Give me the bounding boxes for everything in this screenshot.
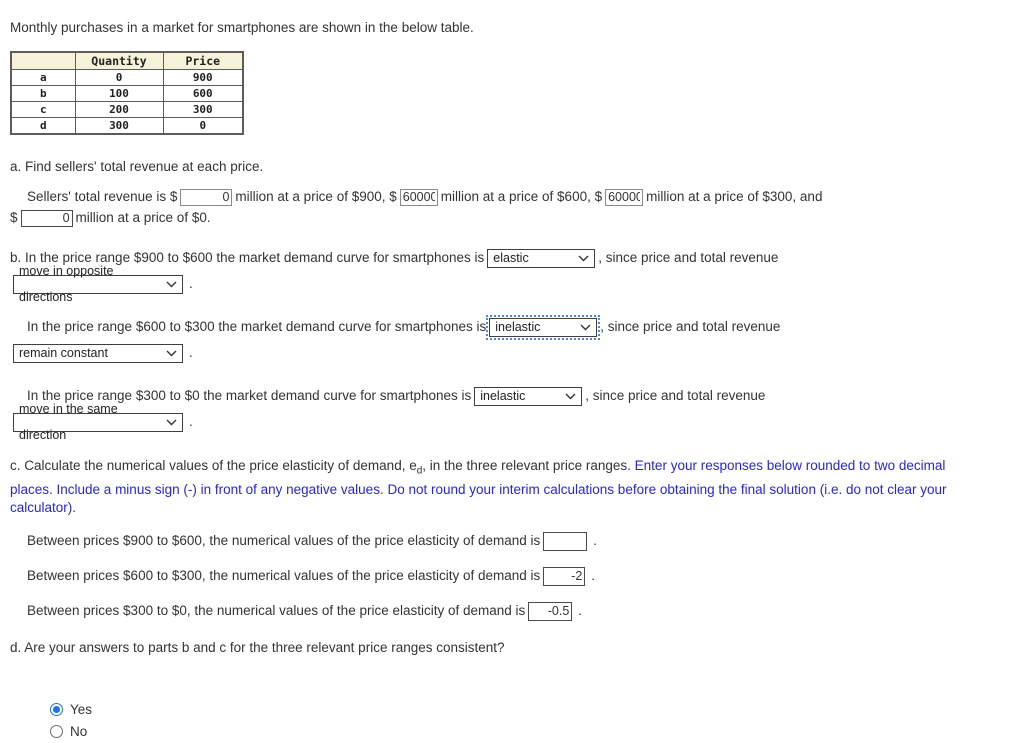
elasticity-line-900-600 bbox=[10, 530, 1014, 552]
chevron-down-icon bbox=[166, 281, 177, 288]
intro-text: Monthly purchases in a market for smartphones are shown in the below table. bbox=[10, 20, 474, 35]
direction-select-300-0[interactable] bbox=[13, 402, 183, 443]
part-a-text: million at a price of $600, $ bbox=[440, 189, 603, 204]
chevron-down-icon bbox=[166, 350, 177, 357]
elasticity-line-text: Between prices $600 to $300, the numerical values of the price elasticity of demand is bbox=[27, 567, 541, 583]
part-a-answer-paragraph bbox=[10, 186, 1000, 228]
part-b-period: . bbox=[189, 276, 193, 291]
elasticity-line-text: Between prices $900 to $600, the numerical values of the price elasticity of demand is bbox=[27, 532, 541, 548]
ed-subscript: d bbox=[416, 465, 423, 477]
elasticity-input-900-600[interactable] bbox=[543, 532, 587, 551]
quantity-cell: 0 bbox=[75, 70, 163, 86]
elasticity-line-text: Between prices $300 to $0, the numerical values of the price elasticity of demand is bbox=[27, 602, 526, 618]
elasticity-select-300-0[interactable] bbox=[474, 387, 582, 406]
radio-yes[interactable] bbox=[50, 703, 63, 716]
select-value: move in the same direction bbox=[19, 402, 118, 443]
quantity-cell: 300 bbox=[75, 118, 163, 135]
part-a-text: Sellers' total revenue is $ bbox=[27, 189, 178, 204]
part-b-text: In the price range $300 to $0 the market demand curve for smartphones is bbox=[27, 388, 472, 403]
price-cell: 900 bbox=[163, 70, 243, 86]
row-label: c bbox=[11, 102, 75, 118]
revenue-input-900[interactable] bbox=[180, 189, 232, 206]
part-b-range-600-300 bbox=[10, 314, 1000, 366]
select-value: remain constant bbox=[19, 346, 108, 361]
elasticity-select-900-600[interactable] bbox=[487, 249, 595, 268]
part-a-heading: a. Find sellers' total revenue at each price. bbox=[10, 159, 264, 174]
part-d-heading: d. Are your answers to parts b and c for the three relevant price ranges consistent? bbox=[10, 639, 505, 655]
select-value: inelastic bbox=[495, 320, 541, 335]
part-a-text: million at a price of $0. bbox=[75, 210, 211, 225]
table-header-row bbox=[11, 52, 243, 70]
part-a-text: million at a price of $300, and bbox=[646, 189, 823, 204]
radio-no[interactable] bbox=[50, 725, 63, 738]
table-row bbox=[11, 86, 243, 102]
chevron-down-icon bbox=[580, 324, 591, 331]
radio-option-yes[interactable] bbox=[50, 699, 1014, 721]
demand-schedule-table bbox=[10, 51, 244, 135]
table-header-price: Price bbox=[163, 52, 243, 70]
direction-select-900-600[interactable] bbox=[13, 264, 183, 305]
table-header-blank bbox=[11, 52, 75, 70]
part-b-range-900-600 bbox=[10, 245, 1000, 305]
select-value: move in opposite directions bbox=[19, 264, 114, 305]
select-value: inelastic bbox=[480, 389, 526, 404]
radio-selected-dot bbox=[53, 706, 60, 713]
elasticity-line-600-300 bbox=[10, 565, 1014, 587]
price-cell: 600 bbox=[163, 86, 243, 102]
line-period: . bbox=[593, 532, 598, 548]
part-b-text: , since price and total revenue bbox=[585, 388, 766, 403]
part-b-text: , since price and total revenue bbox=[598, 250, 779, 265]
part-b-text: , since price and total revenue bbox=[600, 319, 781, 334]
part-c-instruction: Enter your responses below rounded to two decimal places. Include a minus sign (-) in front of any negative values. Do not round your interim calculations before obtaining the final solution (i.e. do not clear your calculator). bbox=[10, 458, 947, 515]
consistency-radio-group bbox=[50, 699, 1014, 743]
part-c-text: , in the three relevant price ranges. bbox=[422, 458, 631, 473]
part-b-period: . bbox=[189, 414, 193, 429]
revenue-input-600[interactable] bbox=[400, 189, 438, 206]
row-label: a bbox=[11, 70, 75, 86]
part-b-text: b. In the price range $900 to $600 the market demand curve for smartphones is bbox=[10, 250, 485, 265]
elasticity-input-600-300[interactable] bbox=[543, 567, 585, 586]
quantity-cell: 100 bbox=[75, 86, 163, 102]
table-row bbox=[11, 102, 243, 118]
part-a-text: $ bbox=[10, 210, 18, 225]
direction-select-600-300[interactable] bbox=[13, 344, 183, 363]
part-a-text: million at a price of $900, $ bbox=[235, 189, 397, 204]
elasticity-line-300-0 bbox=[10, 600, 1014, 622]
part-b-period: . bbox=[189, 345, 193, 360]
part-b-range-300-0 bbox=[10, 383, 1000, 443]
line-period: . bbox=[591, 567, 596, 583]
row-label: d bbox=[11, 118, 75, 135]
quantity-cell: 200 bbox=[75, 102, 163, 118]
chevron-down-icon bbox=[565, 393, 576, 400]
radio-option-no[interactable] bbox=[50, 721, 1014, 743]
part-c-text: c. Calculate the numerical values of the price elasticity of demand, e bbox=[10, 458, 417, 473]
chevron-down-icon bbox=[166, 419, 177, 426]
revenue-input-300[interactable] bbox=[605, 189, 643, 206]
table-header-quantity: Quantity bbox=[75, 52, 163, 70]
part-b-text: In the price range $600 to $300 the market demand curve for smartphones is bbox=[27, 319, 487, 334]
price-cell: 300 bbox=[163, 102, 243, 118]
line-period: . bbox=[578, 602, 583, 618]
row-label: b bbox=[11, 86, 75, 102]
radio-no-label: No bbox=[70, 724, 88, 740]
revenue-input-0[interactable] bbox=[21, 210, 73, 227]
price-cell: 0 bbox=[163, 118, 243, 135]
elasticity-select-600-300[interactable] bbox=[489, 318, 597, 337]
select-value: elastic bbox=[493, 251, 529, 266]
table-row bbox=[11, 118, 243, 135]
part-c-heading bbox=[10, 457, 968, 517]
radio-yes-label: Yes bbox=[70, 702, 93, 718]
elasticity-input-300-0[interactable] bbox=[528, 602, 572, 621]
table-row bbox=[11, 70, 243, 86]
chevron-down-icon bbox=[578, 255, 589, 262]
